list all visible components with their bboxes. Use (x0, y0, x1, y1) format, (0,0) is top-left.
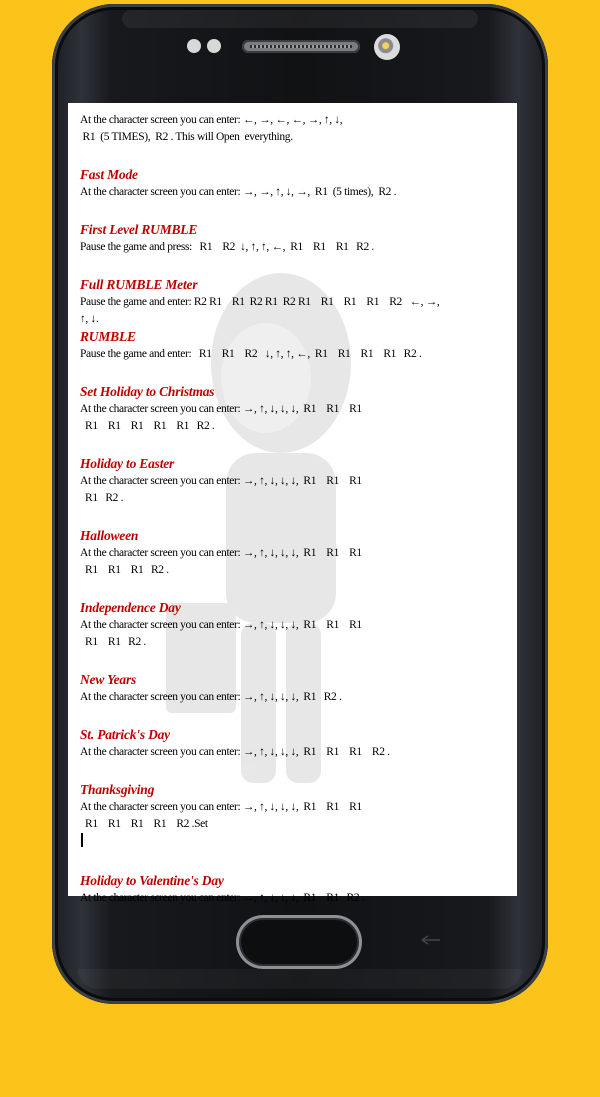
cheat-code-line: R1 (5 TIMES), R2 . This will Open everything. (80, 131, 293, 143)
cheat-entry (80, 166, 510, 201)
cheat-code-line: R1 R1 R1 R1 R2 .Set (80, 818, 208, 830)
cheat-code-line: Pause the game and enter: R1 R1 R2 ↓, ↑, ↑, ←, R1 R1 R1 R1 R2 . (80, 348, 422, 360)
cheat-title: Thanksgiving (80, 782, 155, 797)
cheat-title: Independence Day (80, 600, 181, 615)
cheat-entry (80, 872, 510, 907)
cheat-code-line: At the character screen you can enter: →, ↑, ↓, ↓, ↓, R1 R1 R1 (80, 403, 362, 415)
cursor-caret-icon (81, 833, 83, 847)
sensor-dot-icon (207, 39, 221, 53)
cheat-entry (80, 383, 510, 435)
cheat-code-line: At the character screen you can enter: →, →, ↑, ↓, →, R1 (5 times), R2 . (80, 186, 397, 198)
cheat-entry (80, 276, 510, 328)
cheat-code-line: At the character screen you can enter: →, ↑, ↓, ↓, ↓, R1 R1 R1 (80, 475, 362, 487)
cheat-code-line: R1 R1 R1 R2 . (80, 564, 169, 576)
cheat-code-line: At the character screen you can enter: →, ↑, ↓, ↓, ↓, R1 R1 R1 (80, 619, 362, 631)
cheat-code-line: Pause the game and enter: R2 R1 R1 R2 R1 R2 R1 R1 R1 R1 R2 ←, →, (80, 296, 440, 308)
app-screen[interactable] (68, 103, 517, 904)
phone-shine (122, 10, 478, 28)
cheat-entry (80, 781, 510, 853)
earpiece-speaker-icon (242, 40, 360, 53)
cheat-entry (80, 455, 510, 507)
cheat-entry (80, 671, 510, 706)
text-cursor (80, 833, 510, 853)
cheat-title: First Level RUMBLE (80, 222, 198, 237)
cheat-title: New Years (80, 672, 137, 687)
back-key-icon[interactable] (420, 934, 442, 946)
cheat-entry (80, 112, 510, 146)
cheat-code-line: At the character screen you can enter: →, ↑, ↓, ↓, ↓, R1 R1 R1 (80, 547, 362, 559)
cheat-code-line: At the character screen you can enter: →, ↑, ↓, ↓, ↓, R1 R1 R2 . (80, 892, 365, 904)
sensor-dot-icon (187, 39, 201, 53)
cheat-entry (80, 726, 510, 761)
home-button-icon[interactable] (236, 915, 362, 969)
cheat-code-line: R1 R1 R1 R1 R1 R2 . (80, 420, 215, 432)
cheat-code-line: At the character screen you can enter: →, ↑, ↓, ↓, ↓, R1 R1 R1 (80, 801, 362, 813)
cheat-title: Holiday to Easter (80, 456, 175, 471)
front-camera-icon (374, 34, 400, 60)
cheat-title: Set Holiday to Christmas (80, 384, 215, 399)
cheat-list (80, 112, 510, 907)
cheat-code-line: At the character screen you can enter: →, ↑, ↓, ↓, ↓, R1 R2 . (80, 691, 342, 703)
cheat-title: Full RUMBLE Meter (80, 277, 198, 292)
cheat-code-line: At the character screen you can enter: →, ↑, ↓, ↓, ↓, R1 R1 R1 R2 . (80, 746, 390, 758)
cheat-code-line: R1 R2 . (80, 492, 124, 504)
cheat-entry (80, 599, 510, 651)
cheat-title: RUMBLE (80, 329, 136, 344)
cheat-entry (80, 527, 510, 579)
cheat-entry (80, 328, 510, 363)
cheat-code-line: R1 R1 R2 . (80, 636, 146, 648)
cheat-entry (80, 221, 510, 256)
cheat-title: Fast Mode (80, 167, 138, 182)
cheat-title: St. Patrick's Day (80, 727, 170, 742)
cheat-title: Halloween (80, 528, 139, 543)
cheat-code-line: Pause the game and press: R1 R2 ↓, ↑, ↑, ←, R1 R1 R1 R2 . (80, 241, 374, 253)
cheat-code-line: ↑, ↓. (80, 313, 99, 325)
phone-bottom-edge (78, 969, 522, 989)
cheat-code-line: At the character screen you can enter: ←, →, ←, ←, →, ↑, ↓, (80, 114, 343, 126)
cheat-title: Holiday to Valentine's Day (80, 873, 224, 888)
